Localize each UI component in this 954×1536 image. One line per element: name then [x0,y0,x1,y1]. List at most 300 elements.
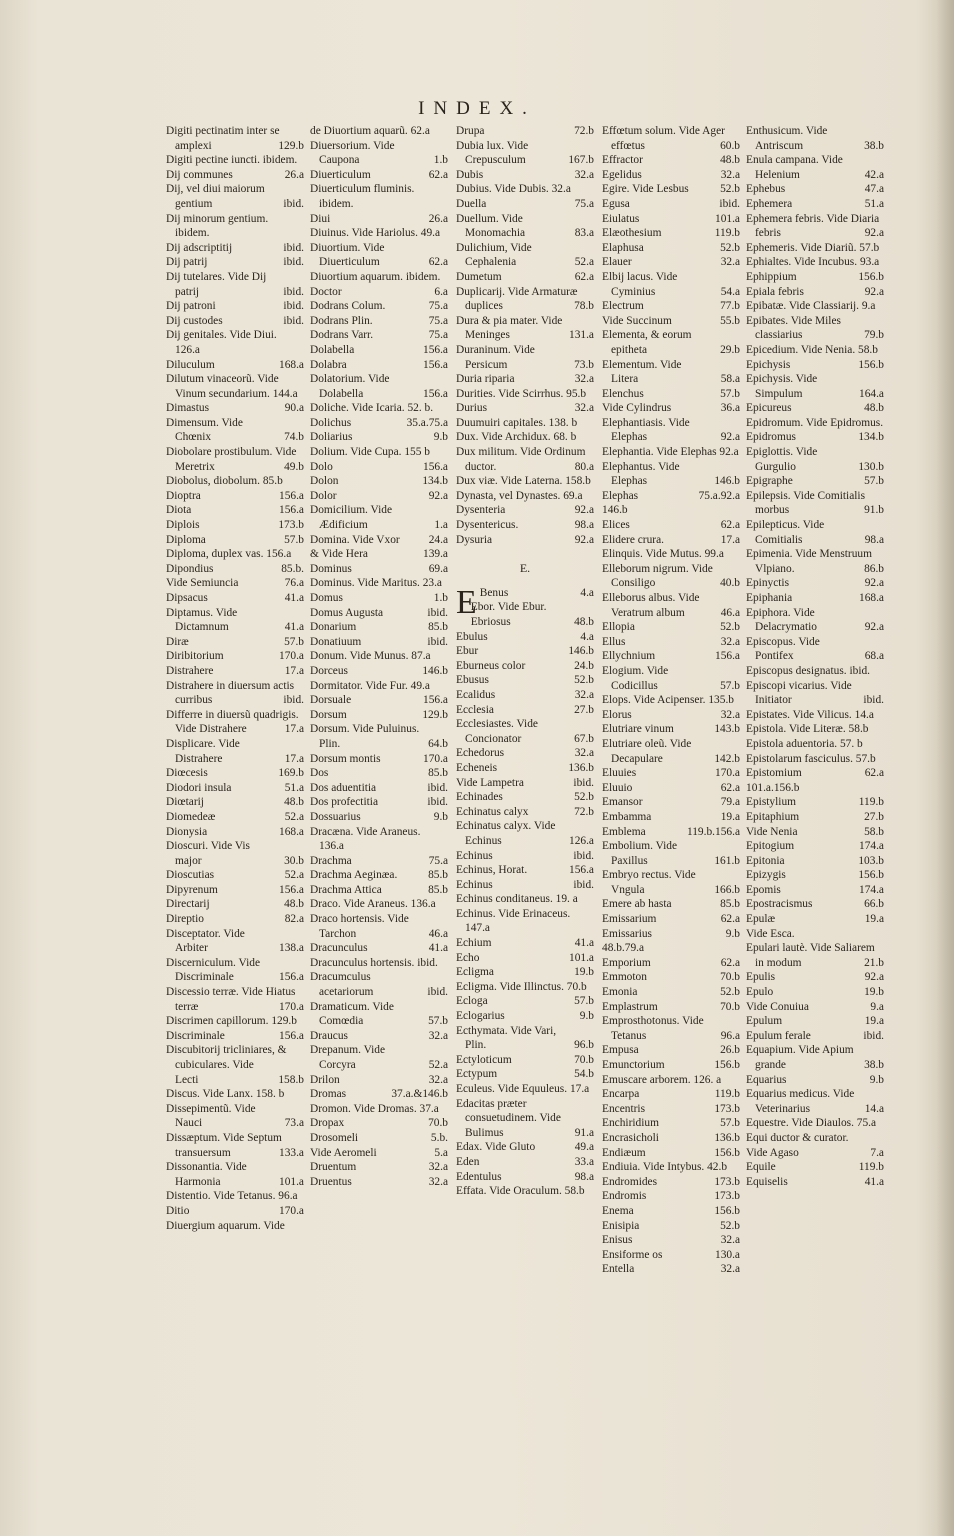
index-entry [456,1082,594,1097]
entry-reference: ibid. [719,197,740,210]
entry-reference: 52.b [720,621,740,634]
entry-reference: 92.a [864,971,884,984]
entry-term: Dodrans Colum. [310,300,386,313]
index-entry [310,1029,448,1044]
index-entry [746,854,884,869]
entry-reference: 57.b [574,995,594,1008]
entry-reference: 6.a [434,285,448,298]
index-entry [746,1014,884,1029]
entry-reference: 156.b [714,1059,740,1071]
entry-term: 146.b [602,504,628,517]
entry-term: Equiselis [746,1175,788,1188]
entry-term: Echo [456,951,480,964]
entry-term: Elementum. Vide Litera [602,358,682,386]
entry-reference: 98.a [574,1170,594,1183]
entry-reference: 156.a [423,694,448,707]
index-entry [166,518,304,533]
entry-term: Dossuarius [310,810,361,823]
entry-term: Dormitator. Vide Fur. 49.a [310,679,430,692]
entry-reference: 119.b [714,227,740,240]
index-entry [310,124,448,139]
index-entry [746,825,884,840]
entry-reference: 52.b [574,674,594,687]
entry-reference: 85.b [428,621,448,634]
index-entry [456,761,594,776]
index-entry [456,776,594,791]
entry-term: Discessio terræ. Vide Hiatus terræ [166,986,296,1013]
entry-reference: 32.a [720,256,740,269]
entry-term: Diomedeæ [166,810,216,823]
index-entry [746,897,884,912]
index-entry [602,562,740,591]
entry-reference: 74.b [284,431,304,444]
entry-reference: 73.b [574,358,594,371]
entry-term: Epiphania [746,592,793,604]
entry-reference: 164.a [859,387,884,400]
entry-term: Draucus [310,1029,348,1042]
entry-term: Elementa, & eorum epitheta [602,329,692,356]
entry-term: Dolium. Vide Cupa. 155 b [310,446,430,459]
index-entry [166,912,304,927]
index-entry [456,849,594,864]
entry-reference: 156.a [423,343,448,356]
entry-reference: 156.b [858,869,884,882]
index-entry [166,1189,304,1204]
entry-term: Eclogarius [456,1010,505,1023]
entry-term: Ephialtes. Vide Incubus. 93.a [746,256,880,269]
entry-reference: 92.a [574,533,594,546]
index-entry [310,212,448,227]
entry-reference: 156.a [423,387,448,400]
entry-reference: 76.a [284,577,304,590]
entry-reference: 75.a [428,854,448,867]
entry-reference: ibid. [863,1029,884,1042]
index-entry [166,168,304,183]
entry-term: Ectyloticum [456,1053,512,1066]
index-entry [310,299,448,314]
index-entry [602,518,740,533]
entry-term: Edacitas præter consuetudinem. Vide Bulimus [456,1097,561,1139]
index-entry [456,445,594,474]
entry-term: Equapium. Vide Apium grande [746,1044,854,1071]
index-entry [746,781,884,796]
index-entry [166,1219,304,1234]
entry-reference: 136.b [568,761,594,774]
entry-term: Epilepsis. Vide Comitialis morbus [746,489,866,517]
entry-term: Elbij lacus. Vide Cyminius [602,270,678,298]
index-entry [310,168,448,183]
index-entry [166,416,304,445]
entry-term: Elleborus albus. Vide Veratrum album [602,592,700,619]
index-entry [602,124,740,153]
index-entry [456,936,594,951]
entry-reference: 52.a [284,869,304,882]
entry-term: Vide Agaso [746,1146,799,1159]
index-entry [166,708,304,737]
entry-term: Ecligma. Vide Illinctus. 70.b [456,980,587,993]
index-entry [310,358,448,373]
entry-reference: ibid. [427,796,448,809]
entry-term: Drachma Aeginæa. [310,869,398,882]
entry-term: Ensiforme os [602,1248,663,1261]
entry-term: Duplicarij. Vide Armaturæ duplices [456,285,578,313]
entry-reference: 57.b [720,679,740,692]
index-entry [746,255,884,270]
index-entry [602,212,740,227]
entry-term: Epistola. Vide Literæ. 58.b [746,723,869,736]
entry-reference: 156.a [279,504,304,517]
index-entry [166,533,304,548]
index-entry [166,489,304,504]
index-entry [746,1160,884,1175]
entry-term: Eden [456,1155,480,1168]
index-entry [602,1233,740,1248]
index-entry [456,533,594,548]
index-entry [746,358,884,373]
entry-term: Dromas [310,1088,347,1101]
entry-term: Dramaticum. Vide Comœdia [310,1000,394,1028]
entry-reference: 32.a [720,168,740,181]
index-entry [746,299,884,314]
index-entry [310,825,448,854]
entry-term: Episcopi vicarius. Vide Initiator [746,679,852,707]
entry-term: Dissepimentũ. Vide Nauci [166,1102,256,1130]
entry-reference: ibid. [283,197,304,210]
entry-term: Ecligma [456,966,494,979]
entry-reference: 91.b [864,504,884,517]
entry-reference: 9.b [433,431,448,444]
entry-term: Discubitorij tricliniares, & cubiculares. Vide Lecti [166,1044,287,1086]
entry-term: Dij communes [166,168,233,181]
entry-reference: 103.b [858,854,884,867]
index-entry [602,241,740,256]
index-entry [602,489,740,504]
index-entry [166,985,304,1014]
index-entry [746,927,884,942]
entry-term: Elices [602,519,630,532]
entry-reference: 70.b [720,971,740,984]
index-entry [602,985,740,1000]
index-entry [746,285,884,300]
index-entry [602,941,740,956]
entry-reference: 83.a [574,227,594,240]
entry-reference: 48.b [574,616,594,628]
index-entry [602,1131,740,1146]
entry-term: Dropax [310,1117,345,1130]
entry-reference: 156.b [714,1204,740,1217]
entry-term: Dos [310,767,329,780]
index-entry [456,644,594,659]
entry-reference: 41.a [284,592,304,604]
entry-reference: 119.b [714,1088,740,1101]
index-entry [602,664,740,693]
entry-reference: 138.a [279,942,304,955]
entry-term: Domus Augusta [310,606,384,619]
index-entry [166,241,304,256]
entry-reference: ibid. [427,635,448,648]
entry-reference: 72.b [574,805,594,818]
index-entry [310,766,448,781]
entry-reference: 9.b [869,1073,884,1086]
index-entry [746,416,884,431]
entry-term: Dolon [310,475,339,488]
entry-reference: 156.a [279,1029,304,1042]
entry-term: Dracumculus acetariorum [310,971,374,999]
index-entry [456,197,594,212]
index-entry [456,965,594,980]
entry-term: Dij tutelares. Vide Dij patrij [166,270,267,298]
entry-term: Dulichium, Vide Cephalenia [456,241,532,269]
entry-term: Ecclesia [456,703,494,716]
entry-reference: 32.a [720,1263,740,1276]
entry-reference: 136.b [714,1131,740,1144]
entry-reference: 62.a [720,956,740,969]
index-entry [602,693,740,708]
entry-reference: 133.a [279,1146,304,1159]
entry-term: de Diuortium aquarũ. 62.a [310,125,430,137]
entry-term: Ellopia [602,621,635,634]
entry-term: Digiti pectinatim inter se amplexi [166,125,280,152]
index-entry [310,533,448,548]
entry-term: Dioscutias [166,869,215,882]
entry-term: Dracunculus [310,942,368,955]
index-entry [166,1014,304,1029]
index-entry [746,810,884,825]
entry-term: Ectypum [456,1068,498,1081]
entry-term: Enthusicum. Vide Antriscum [746,125,828,152]
entry-reference: 134.b [858,431,884,444]
entry-reference: 156.a [569,864,594,877]
entry-term: Epibatæ. Vide Classiarij. 9.a [746,300,876,313]
index-entry [602,1189,740,1204]
entry-term: Dubis [456,168,484,181]
entry-reference: 32.a [428,1073,448,1086]
index-entry [456,630,594,645]
entry-reference: 38.b [864,1059,884,1071]
index-entry [456,819,594,848]
entry-reference: 52.b [720,241,740,254]
entry-reference: 62.a [720,519,740,532]
index-entry [456,980,594,995]
entry-reference: 57.b [864,475,884,488]
index-column-2 [310,124,448,1189]
index-entry [166,153,304,168]
entry-term: Echinus. Vide Erinaceus. 147.a [456,907,571,935]
entry-reference: 52.a [574,256,594,269]
entry-reference: 62.a [428,256,448,269]
index-entry [166,839,304,868]
index-entry [602,197,740,212]
entry-reference: 68.a [864,650,884,663]
index-entry [602,533,740,548]
index-entry [310,941,448,956]
entry-term: Domus [310,592,343,604]
index-entry [310,1043,448,1072]
index-entry [166,314,304,329]
section-letter: E. [519,561,531,576]
index-entry [456,1170,594,1185]
entry-reference: 82.a [284,913,304,926]
entry-reference: 126.a [569,834,594,847]
index-entry [166,1131,304,1160]
entry-term: Doctor [310,285,342,298]
entry-term: Duellum. Vide Monomachia [456,212,526,240]
entry-term: Dimensum. Vide Chœnix [166,416,243,444]
index-entry [746,985,884,1000]
index-entry [602,226,740,241]
entry-term: Echinus, Horat. [456,864,528,877]
index-entry [746,1000,884,1015]
index-entry [166,897,304,912]
entry-term: Diuinus. Vide Hariolus. 49.a [310,227,441,240]
entry-reference: 156.a [423,460,448,473]
index-entry [310,270,448,285]
index-entry [602,168,740,183]
entry-reference: 40.b [720,577,740,590]
index-entry [456,1184,594,1199]
index-entry [456,1140,594,1155]
index-entry [310,883,448,898]
entry-term: Diota [166,504,192,517]
entry-term: Vide Nenia [746,825,798,838]
entry-reference: 62.a [720,781,740,794]
entry-term: Diuersorium. Vide Caupona [310,139,395,167]
index-entry [746,197,884,212]
entry-reference: 32.a [574,168,594,181]
entry-term: Endromides [602,1175,658,1188]
entry-reference: 131.a [569,329,594,342]
entry-term: Druentus [310,1175,352,1188]
index-entry [456,474,594,489]
entry-reference: 85.b [428,883,448,896]
entry-reference: 32.a [574,402,594,415]
entry-term: Epulum ferale [746,1029,811,1042]
entry-term: Vide Semiuncia [166,577,239,590]
index-entry [746,1087,884,1116]
entry-reference: 92.a [864,285,884,298]
index-entry [166,591,304,606]
index-column-1 [166,124,304,1233]
entry-reference: 92.a [428,489,448,502]
index-entry [602,416,740,445]
entry-term: Dura & pia mater. Vide Meninges [456,314,563,342]
index-column-4 [602,124,740,1277]
index-entry [456,717,594,746]
index-entry [602,1073,740,1088]
entry-reference: 26.a [428,212,448,225]
index-entry [310,343,448,358]
entry-reference: ibid. [573,878,594,891]
entry-term: Dubius. Vide Dubis. 32.a [456,183,571,196]
index-entry [602,970,740,985]
index-entry [310,635,448,650]
entry-term: Dodrans Plin. [310,314,373,327]
index-entry [456,182,594,197]
entry-reference: 27.b [574,703,594,716]
index-columns [166,124,888,1524]
entry-term: Elops. Vide Acipenser. 135.b [602,694,734,707]
entry-term: Epulum [746,1015,783,1028]
entry-reference: 80.a [574,460,594,473]
entry-term: Diœtarij [166,796,204,809]
entry-term: Discriminale [166,1029,225,1042]
index-entry [166,883,304,898]
index-entry [310,752,448,767]
index-entry [602,708,740,723]
entry-reference: 57.b [284,533,304,546]
entry-term: Vide Lampetra [456,776,524,789]
entry-term: Encentris [602,1102,646,1115]
entry-term: Emonia [602,986,638,999]
entry-reference: 86.b [864,562,884,575]
entry-term: Echedorus [456,747,505,760]
entry-term: Egire. Vide Lesbus [602,183,689,196]
entry-term: Epitaphium [746,810,800,823]
entry-reference: 174.a [859,840,884,853]
entry-reference: 173.b [278,519,304,532]
entry-reference: 32.a [720,1234,740,1247]
index-entry [602,912,740,927]
index-entry [602,766,740,781]
entry-term: Dolabra [310,358,347,371]
entry-reference: 170.a [715,767,740,780]
entry-reference: 9.b [579,1010,594,1023]
index-column-5 [746,124,884,1189]
entry-reference: 75.a.92.a [698,489,740,502]
entry-reference: 29.b [720,343,740,356]
entry-term: Endromis [602,1190,647,1203]
entry-term: Ditio [166,1204,190,1217]
index-entry [746,795,884,810]
entry-term: Duella [456,197,487,210]
entry-reference: 129.b [422,708,448,721]
entry-reference: 72.b [574,125,594,137]
index-entry [310,1146,448,1161]
entry-reference: 54.b [574,1068,594,1081]
index-entry [602,255,740,270]
entry-term: Epistomium [746,767,802,780]
entry-reference: 98.a [864,533,884,546]
index-entry [166,766,304,781]
entry-reference: 1.b [433,154,448,167]
index-entry [166,737,304,766]
entry-reference: 156.a [279,971,304,984]
index-entry [310,708,448,723]
index-entry [166,182,304,211]
entry-reference: 78.b [574,300,594,313]
entry-term: Emprosthotonus. Vide Tetanus [602,1015,704,1042]
index-entry [746,606,884,635]
entry-reference: 96.b [574,1039,594,1052]
entry-term: Ebulus [456,630,488,643]
index-entry [602,1116,740,1131]
index-entry [166,576,304,591]
entry-reference: 85.b [428,767,448,780]
entry-term: Epinyctis [746,577,790,590]
entry-term: Equile [746,1161,776,1174]
entry-reference: ibid. [283,694,304,707]
index-entry [746,664,884,679]
entry-term: Emporium [602,956,651,969]
entry-term: Echinatus calyx [456,805,529,818]
entry-reference: 17.a [720,533,740,546]
entry-term: Effractor [602,154,643,167]
entry-term: Doliarius [310,431,353,444]
entry-term: Ecalidus [456,688,496,701]
entry-term: Donatiuum [310,635,362,648]
entry-term: Durius [456,402,488,415]
entry-term: Epistylium [746,796,796,809]
